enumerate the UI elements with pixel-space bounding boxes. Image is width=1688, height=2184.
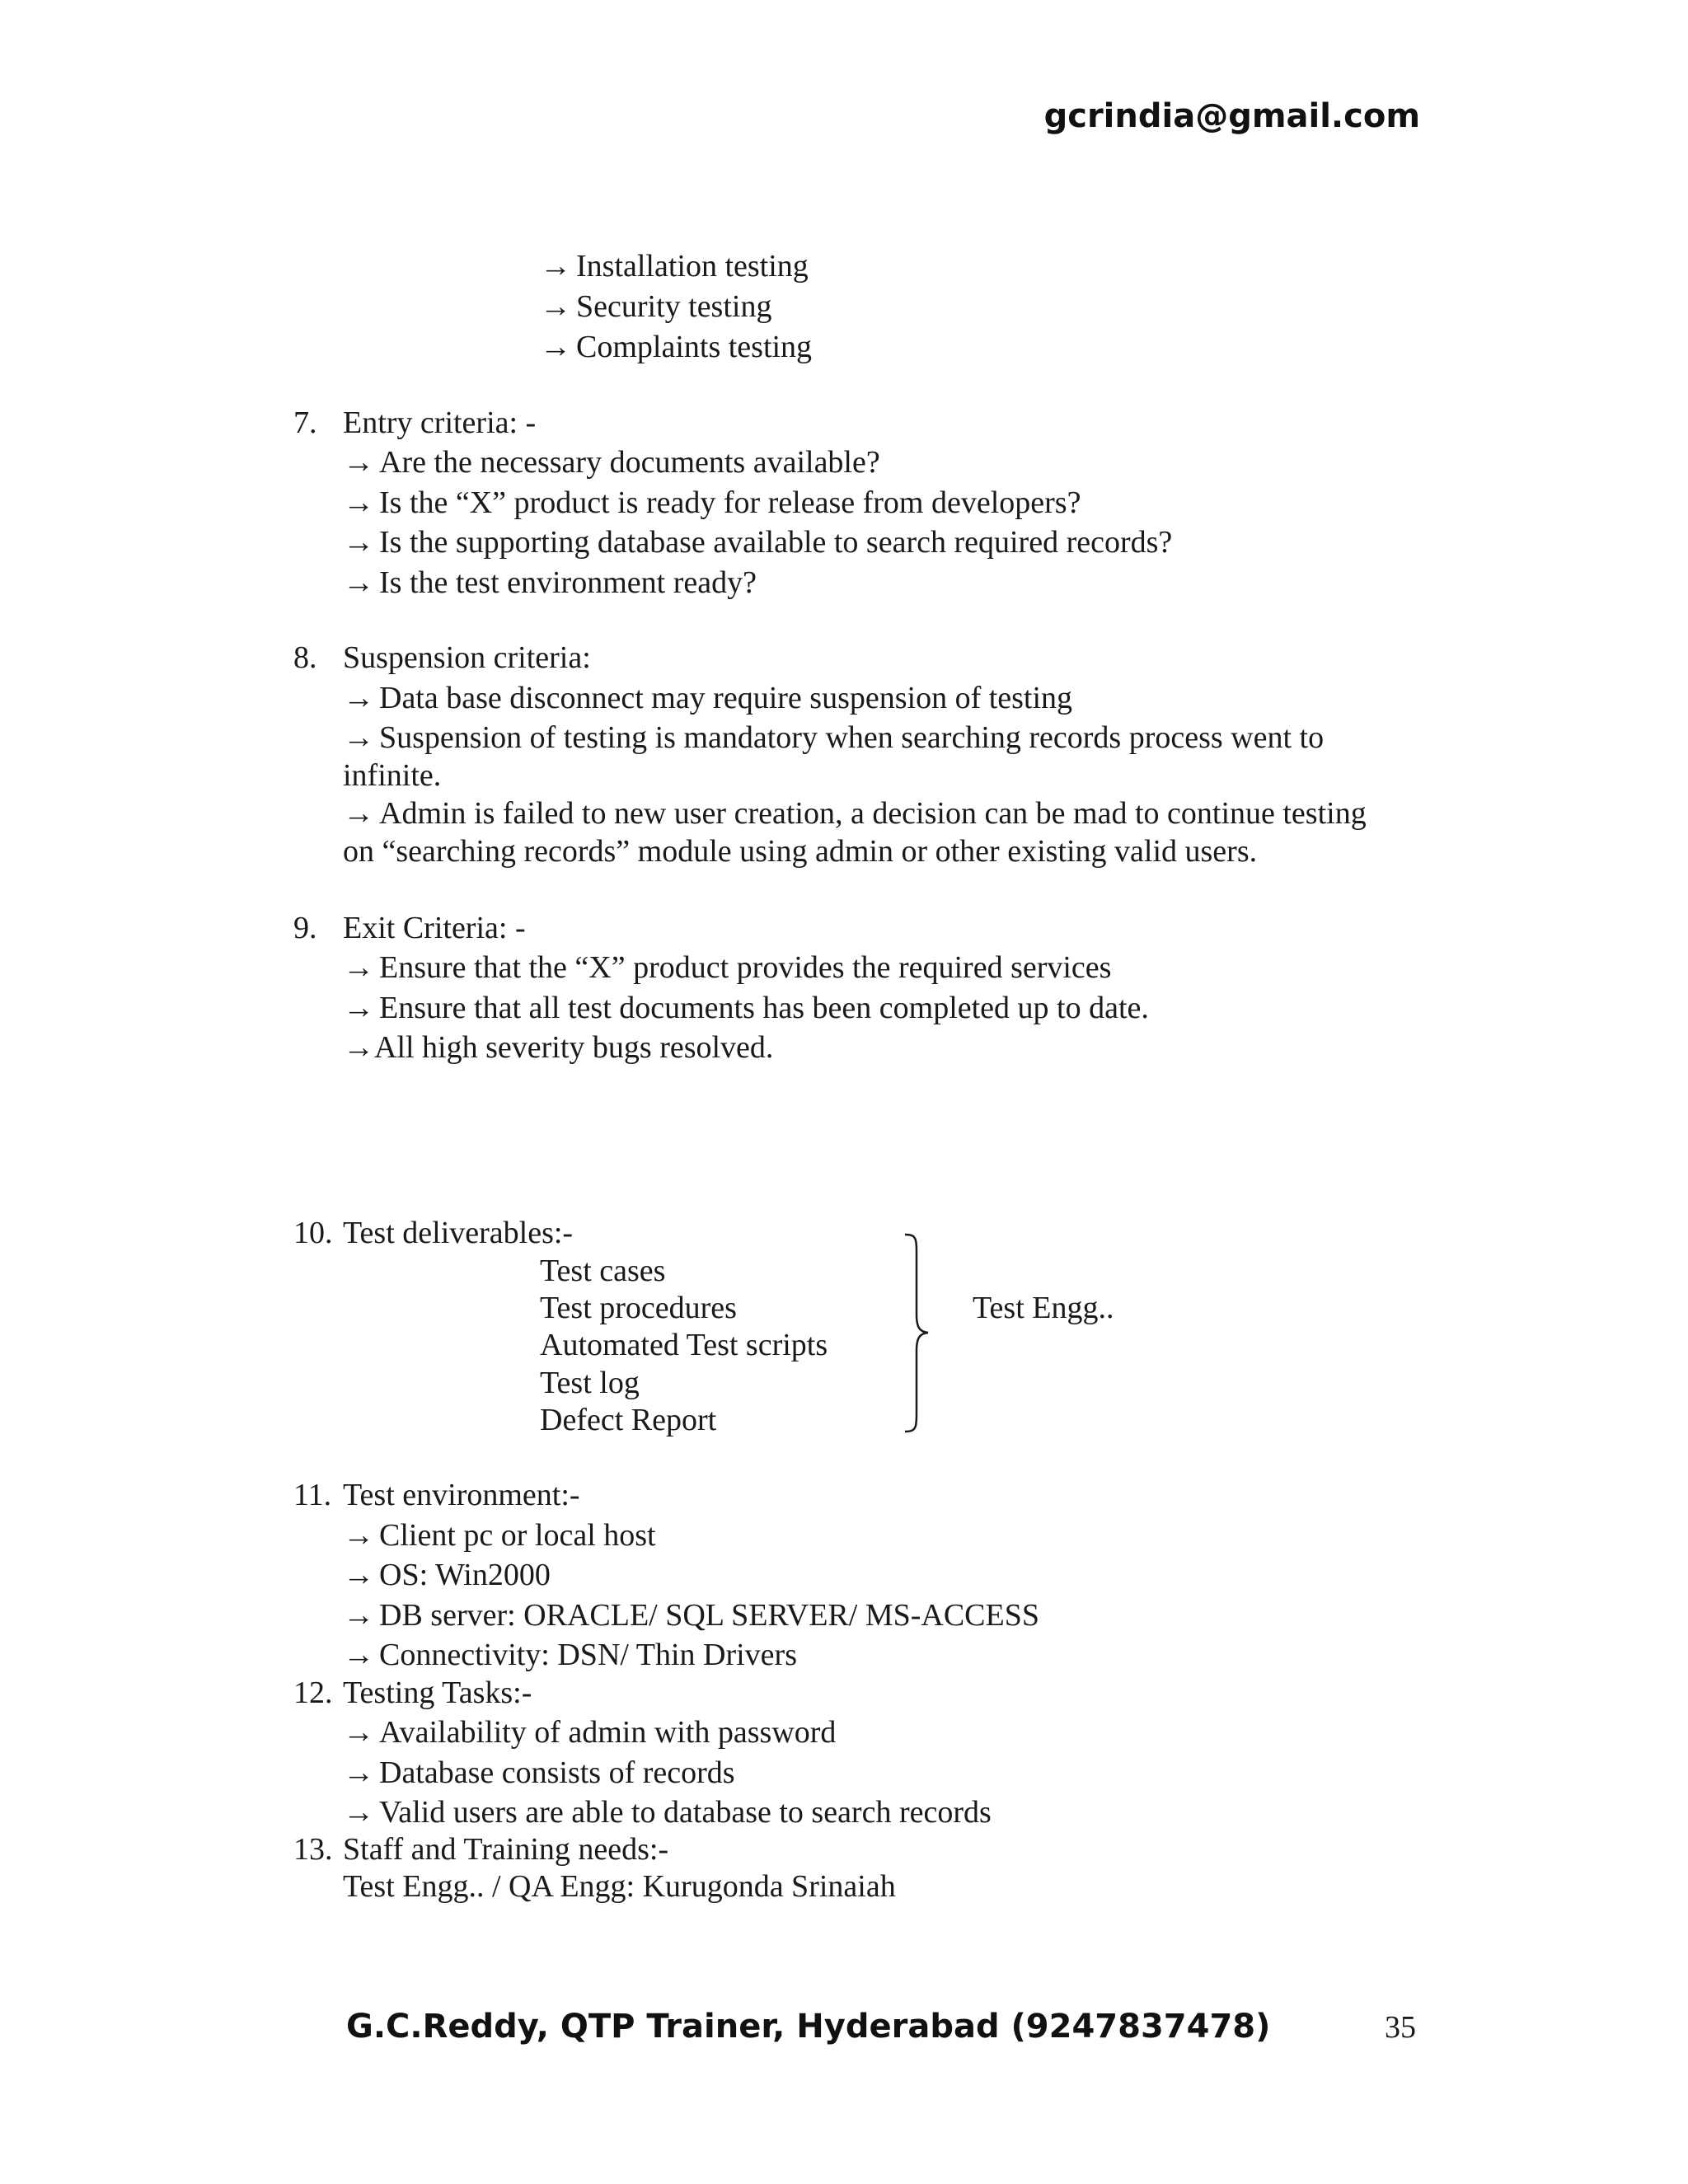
deliverable-item: Defect Report [540,1403,717,1437]
section-heading-entry-criteria: 7. Entry criteria: - [293,405,537,440]
list-item: → Complaints testing [540,330,813,364]
arrow-icon: → [343,1030,374,1065]
list-item: → Client pc or local host [343,1518,656,1553]
arrow-icon: → [343,565,374,600]
list-item-continuation: on “searching records” module using admin or other existing valid users. [343,834,1258,869]
section-heading-suspension-criteria: 8. Suspension criteria: [293,640,591,675]
arrow-icon: → [343,1638,374,1672]
arrow-icon: → [343,991,374,1025]
list-item: → Is the test environment ready? [343,565,757,600]
list-item: → Valid users are able to database to search records [343,1795,992,1830]
right-brace-icon [898,1232,948,1434]
list-item: →All high severity bugs resolved. [343,1030,774,1065]
list-item: → Suspension of testing is mandatory when searching records process went to [343,720,1325,755]
arrow-icon: → [540,289,571,324]
arrow-icon: → [343,1598,374,1633]
arrow-icon: → [540,330,571,364]
section-heading-test-environment: 11. Test environment:- [293,1478,580,1512]
list-item: → Connectivity: DSN/ Thin Drivers [343,1638,797,1672]
arrow-icon: → [343,950,374,985]
arrow-icon: → [343,681,374,715]
list-item: → DB server: ORACLE/ SQL SERVER/ MS-ACCESS [343,1598,1040,1633]
section-heading-testing-tasks: 12. Testing Tasks:- [293,1675,532,1710]
list-item: → Security testing [540,289,772,324]
arrow-icon: → [343,720,374,755]
list-item: → Admin is failed to new user creation, a decision can be mad to continue testing [343,796,1367,831]
arrow-icon: → [343,485,374,520]
footer-text: G.C.Reddy, QTP Trainer, Hyderabad (9247837478) [346,2008,1271,2046]
deliverable-item: Test procedures [540,1291,737,1325]
list-item: → Data base disconnect may require suspension of testing [343,681,1073,715]
list-item: → Are the necessary documents available? [343,445,880,480]
list-item: → Ensure that the “X” product provides the required services [343,950,1112,985]
arrow-icon: → [343,1518,374,1553]
header-email: gcrindia@gmail.com [1043,97,1420,135]
deliverable-item: Automated Test scripts [540,1328,828,1362]
list-item: → Database consists of records [343,1755,735,1790]
arrow-icon: → [343,1755,374,1790]
deliverable-item: Test cases [540,1254,666,1288]
section-heading-exit-criteria: 9. Exit Criteria: - [293,911,526,945]
deliverables-owner: Test Engg.. [973,1291,1114,1325]
arrow-icon: → [343,1795,374,1830]
deliverable-item: Test log [540,1366,640,1400]
list-item: → OS: Win2000 [343,1558,551,1592]
list-item: → Is the “X” product is ready for release from developers? [343,485,1081,520]
staff-text: Test Engg.. / QA Engg: Kurugonda Srinaiah [343,1869,896,1904]
list-item: → Availability of admin with password [343,1715,837,1750]
page-number: 35 [1385,2010,1416,2045]
list-item: → Ensure that all test documents has been completed up to date. [343,991,1149,1025]
list-item: → Is the supporting database available to search required records? [343,525,1173,560]
section-heading-staff-training: 13. Staff and Training needs:- [293,1832,669,1867]
arrow-icon: → [343,1715,374,1750]
arrow-icon: → [343,796,374,831]
arrow-icon: → [343,1558,374,1592]
arrow-icon: → [343,525,374,560]
arrow-icon: → [540,249,571,284]
arrow-icon: → [343,445,374,480]
section-heading-test-deliverables: 10. Test deliverables:- [293,1216,574,1250]
list-item: → Installation testing [540,249,809,284]
list-item-continuation: infinite. [343,758,442,793]
